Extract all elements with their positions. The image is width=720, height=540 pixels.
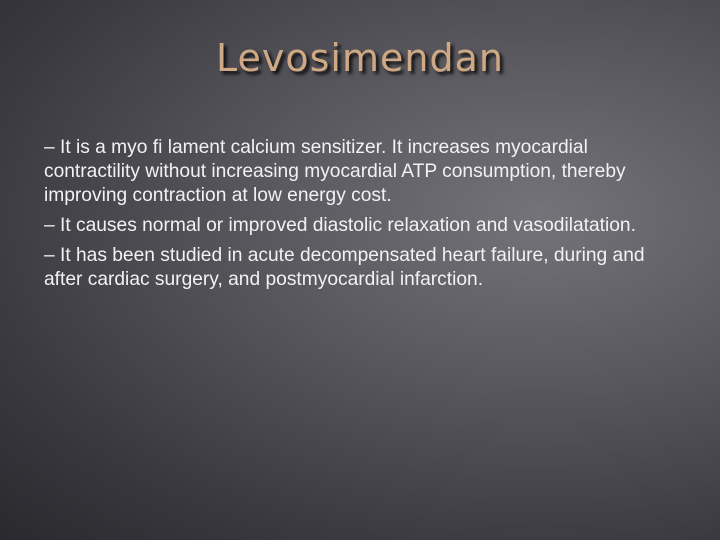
slide-body <box>44 136 684 298</box>
bullet-paragraph-1: – It is a myo fi lament calcium sensitizer. It increases myocardial contractility without increasing myocardial ATP consumption, thereby improving contraction at low energy cost. <box>44 137 626 206</box>
slide-title-text: Levosimendan <box>216 36 504 80</box>
slide-title <box>0 36 720 80</box>
bullet-paragraph-2: – It causes normal or improved diastolic relaxation and vasodilatation. <box>44 215 636 236</box>
bullet-paragraph-3: – It has been studied in acute decompensated heart failure, during and after cardiac surgery, and postmyocardial infarction. <box>44 245 645 290</box>
